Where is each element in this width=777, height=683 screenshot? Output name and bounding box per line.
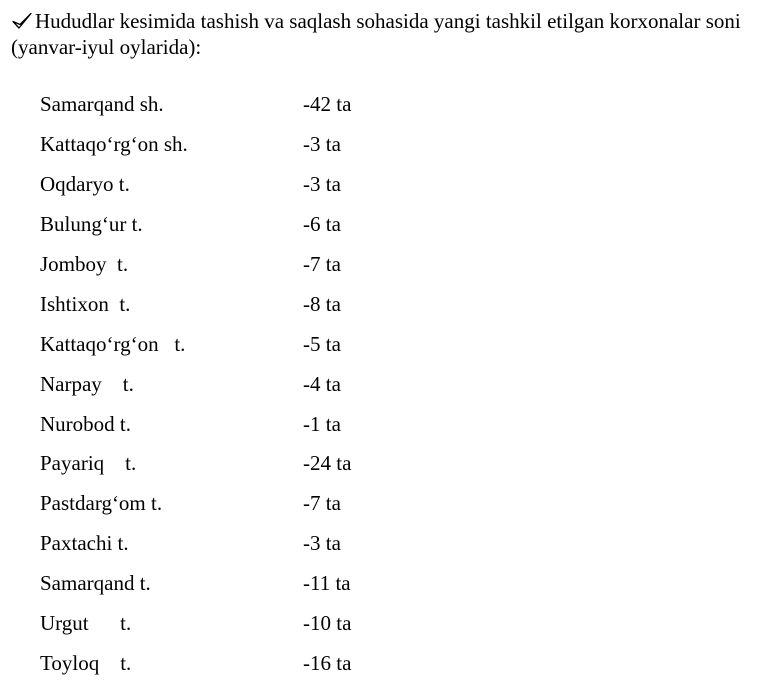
enterprise-count: -8 ta	[303, 291, 341, 316]
check-mark-icon	[11, 11, 33, 31]
list-item	[40, 524, 440, 564]
enterprise-count: -1 ta	[303, 411, 341, 436]
enterprise-count: -24 ta	[303, 451, 352, 476]
district-name: Nurobod t.	[40, 411, 131, 436]
list-item	[40, 165, 440, 205]
enterprise-count: -10 ta	[303, 611, 352, 636]
district-name: Samarqand t.	[40, 571, 151, 596]
enterprise-count: -42 ta	[303, 92, 352, 117]
list-item	[40, 364, 440, 404]
list-item	[40, 85, 440, 125]
district-list	[40, 85, 440, 683]
list-item	[40, 284, 440, 324]
district-name: Urgut t.	[40, 611, 132, 636]
enterprise-count: -4 ta	[303, 371, 341, 396]
list-item	[40, 125, 440, 165]
district-name: Bulung‘ur t.	[40, 212, 143, 237]
enterprise-count: -11 ta	[303, 571, 351, 596]
district-name: Kattaqo‘rg‘on t.	[40, 331, 186, 356]
district-name: Oqdaryo t.	[40, 172, 130, 197]
enterprise-count: -7 ta	[303, 491, 341, 516]
district-name: Pastdarg‘om t.	[40, 491, 163, 516]
enterprise-count: -3 ta	[303, 172, 341, 197]
heading-text: Hududlar kesimida tashish va saqlash sohasida yangi tashkil etilgan korxonalar soni (yanvar-iyul oylarida):	[11, 9, 741, 59]
list-item	[40, 564, 440, 604]
district-name: Narpay t.	[40, 371, 134, 396]
district-name: Toyloq t.	[40, 650, 132, 675]
enterprise-count: -7 ta	[303, 252, 341, 276]
district-name: Payariq t.	[40, 451, 137, 476]
district-name: Jomboy t.	[40, 252, 129, 276]
district-name: Ishtixon t.	[40, 291, 131, 316]
list-item	[40, 324, 440, 364]
list-item	[40, 404, 440, 444]
enterprise-count: -5 ta	[303, 331, 341, 356]
list-item	[40, 245, 440, 285]
list-item	[40, 604, 440, 644]
enterprise-count: -6 ta	[303, 212, 341, 237]
list-item	[40, 484, 440, 524]
list-item	[40, 643, 440, 683]
enterprise-count: -3 ta	[303, 531, 341, 556]
heading	[11, 8, 771, 60]
enterprise-count: -3 ta	[303, 132, 341, 157]
list-item	[40, 205, 440, 245]
enterprise-count: -16 ta	[303, 650, 352, 675]
district-name: Paxtachi t.	[40, 531, 129, 556]
list-item	[40, 444, 440, 484]
district-name: Kattaqo‘rg‘on sh.	[40, 132, 188, 157]
district-name: Samarqand sh.	[40, 92, 164, 117]
